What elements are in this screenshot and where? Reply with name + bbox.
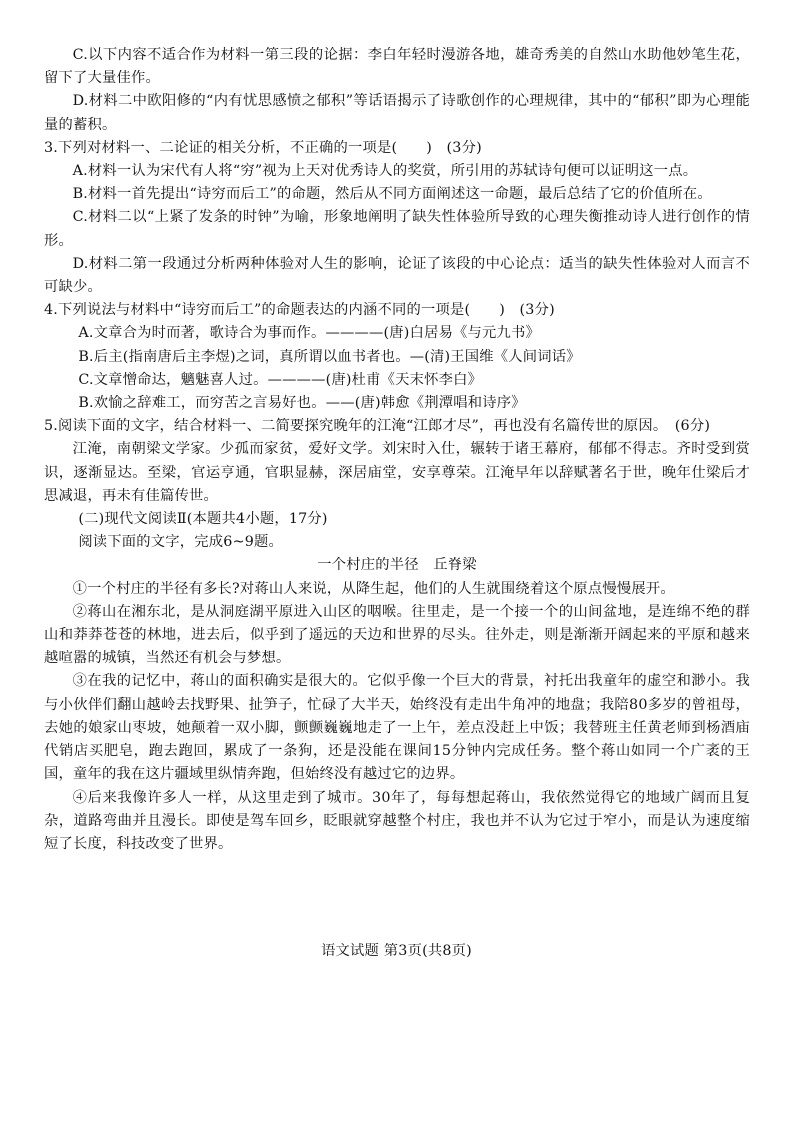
question-3-option-a: A.材料一认为宋代有人将“穷”视为上天对优秀诗人的奖赏，所引用的苏轼诗句便可以证明这一点。 <box>72 163 698 180</box>
question-4-option-b: B.后主(指南唐后主李煜)之词，真所谓以血书者也。—(清)王国维《人间词话》 <box>78 348 581 365</box>
question-2-option-d: D.材料二中欧阳修的“内有忧思感愤之郁积”等话语揭示了诗歌创作的心理规律，其中的“郁积”即为心理能量的蓄积。 <box>44 93 750 133</box>
question-4-option-c: C.文章憎命达，魑魅喜人过。————(唐)杜甫《天末怀李白》 <box>78 371 483 388</box>
essay-paragraph-4: ④后来我像许多人一样，从这里走到了城市。30年了，每每想起蒋山，我依然觉得它的地域广阔而且复杂，道路弯曲并且漫长。即使是驾车回乡，眨眼就穿越整个村庄，我也并不认为它过于窄小，而是认为速度缩短了长度，科技改变了世界。 <box>44 789 750 852</box>
essay-paragraph-2: ②蒋山在湘东北，是从洞庭湖平原进入山区的咽喉。往里走，是一个接一个的山间盆地，是连绵不绝的群山和莽莽苍苍的林地，进去后，似乎到了遥远的天边和世界的尽头。往外走，则是渐渐开阔起来的平原和越来越喧嚣的城镇，当然还有机会与梦想。 <box>44 603 750 667</box>
question-4-stem: 4.下列说法与材料中“诗穷而后工”的命题表达的内涵不同的一项是( ) (3分) <box>44 302 555 319</box>
essay-paragraph-1: ①一个村庄的半径有多长?对蒋山人来说，从降生起，他们的人生就围绕着这个原点慢慢展开。 <box>72 580 675 597</box>
question-5-stem: 5.阅读下面的文字，结合材料一、二简要探究晚年的江淹“江郎才尽”，再也没有名篇传世的原因。 (6分) <box>44 418 711 435</box>
question-4-option-d: B.欢愉之辞难工，而穷苦之言易好也。——(唐)韩愈《荆潭唱和诗序》 <box>78 395 526 412</box>
section-2-instructions: 阅读下面的文字，完成6~9题。 <box>78 534 284 551</box>
question-5-passage: 江淹，南朝梁文学家。少孤而家贫，爱好文学。刘宋时入仕，辗转于诸王幕府，郁郁不得志。齐时受到赏识，逐渐显达。至梁，官运亨通，官职显赫，深居庙堂，安享尊荣。江淹早年以辞赋著名于世，晚年仕梁后才思减退，再未有佳篇传世。 <box>44 441 750 504</box>
question-3-option-d: D.材料二第一段通过分析两种体验对人生的影响，论证了该段的中心论点：适当的缺失性体验对人而言不可缺少。 <box>44 255 750 296</box>
question-3-option-b: B.材料一首先提出“诗穷而后工”的命题，然后从不同方面阐述这一命题，最后总结了它的价值所在。 <box>72 186 712 203</box>
page-footer: 语文试题 第3页(共8页) <box>321 943 472 959</box>
essay-paragraph-3: ③在我的记忆中，蒋山的面积确实是很大的。它似乎像一个巨大的背景，衬托出我童年的虚空和渺小。我与小伙伴们翻山越岭去找野果、扯笋子，忙碌了大半天，始终没有走出牛角冲的地盘；我陪80多岁的曾祖母，去她的娘家山枣坡，她颠着一双小脚，颤颤巍巍地走了一上午，差点没赶上中饭；我替班主任黄老师到杨酒庙代销店买肥皂，跑去跑回，累成了一条狗，还是没能在课间15分钟内完成任务。整个蒋山如同一个广袤的王国，童年的我在这片疆域里纵情奔跑，但始终没有越过它的边界。 <box>44 673 750 783</box>
question-4-option-a: A.文章合为时而著，歌诗合为事而作。————(唐)白居易《与元九书》 <box>78 325 541 342</box>
question-2-option-c: C.以下内容不适合作为材料一第三段的论据：李白年轻时漫游各地，雄奇秀美的自然山水助他妙笔生花，留下了大量佳作。 <box>44 47 750 87</box>
question-3-stem: 3.下列对材料一、二论证的相关分析，不正确的一项是( ) (3分) <box>44 139 482 156</box>
exam-page-body <box>44 44 750 856</box>
essay-title: 一个村庄的半径 丘脊梁 <box>317 557 477 574</box>
section-2-title: (二)现代文阅读Ⅱ(本题共4小题，17分) <box>78 511 328 528</box>
question-3-option-c: C.材料二以“上紧了发条的时钟”为喻，形象地阐明了缺失性体验所导致的心理失衡推动诗人进行创作的情形。 <box>44 209 750 249</box>
